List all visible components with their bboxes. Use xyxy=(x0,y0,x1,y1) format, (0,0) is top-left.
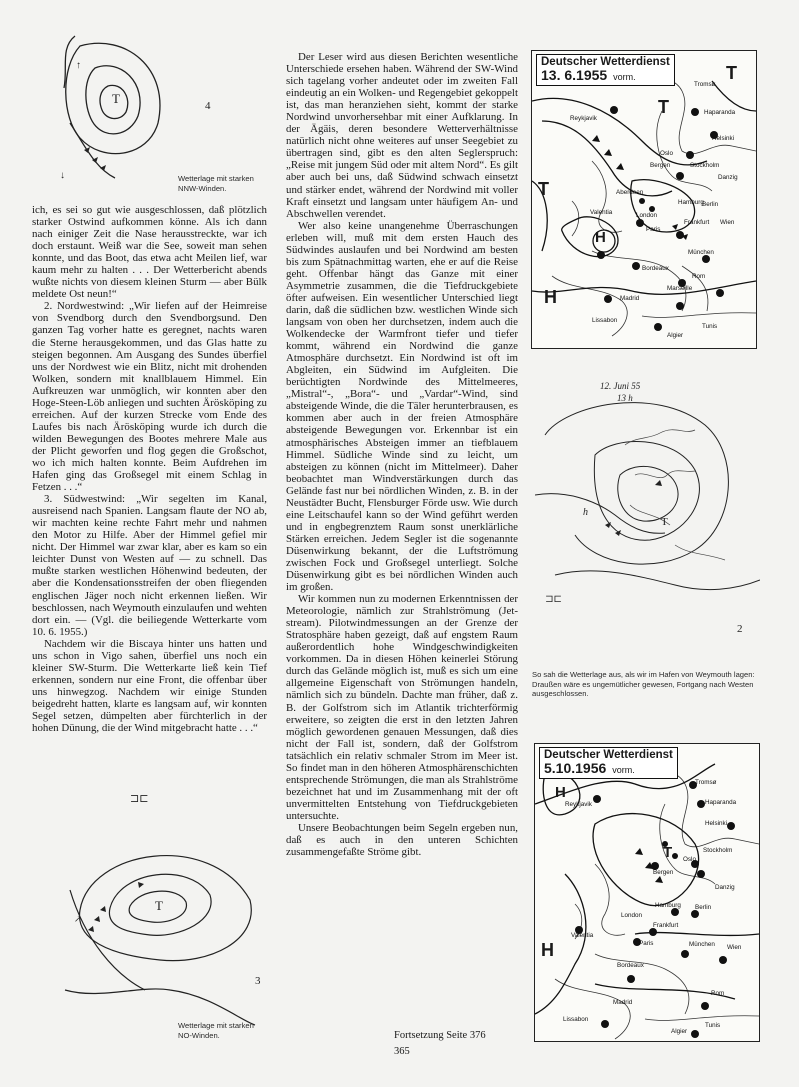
city-label: Algier xyxy=(671,1028,688,1035)
svg-text:↗: ↗ xyxy=(74,914,82,924)
city-label: Reykjavik xyxy=(570,115,597,122)
city-label: Bordeaux xyxy=(617,962,644,969)
map-1955-title xyxy=(536,54,675,86)
city-label: Oslo xyxy=(660,150,673,157)
svg-text:T: T xyxy=(661,516,668,528)
map-1955-time: vorm. xyxy=(613,72,636,82)
map-1955-date: 13. 6.1955 xyxy=(541,67,608,83)
middle-paragraph-3: Wir kommen nun zu modernen Erkenntnissen der Meteorologie, nämlich zur Strahlströmung (Jet-stream). Pilotwindmessungen an der Grenze der Stratosphäre haben gezeigt, daß auf engstem Raum außerordentlich hohe Windgeschwindigkeiten vorkommen. Da in diesen Höhen keinerlei Störung durch das Gelände möglich ist, muß es sich um eine allgemeine Eigenschaft von Strömungen handeln, nämlich sich zu bündeln. Dachte man früher, daß z. B. der Golfstrom sich im Atlantik trichterförmig erweitere, so zeigten die erst in den letzten Jahren möglich gewordenen genauen Messungen, daß dies nicht der Fall ist, sondern, daß der Golfstrom tatsächlich ein relativ schmaler Strom im Meer ist. So findet man in den höheren Atmosphärenschichten entsprechende Strömungen, die man als Strahlströme bezeichnet hat und im Zusammenhang mit der oft unvermittelten Entstehung von Tiefdruckgebieten untersuchte. xyxy=(286,593,518,822)
left-paragraph-1: ich, es sei so gut wie ausgeschlossen, daß plötzlich starker Ostwind aufkommen könne. Als ich dann nach einiger Zeit die Nase herausstreckte, war ich doch erstaunt. Weiß war die See, soweit man sehen konnte, und das Boot, das etwa acht Meilen lief, war kaum mehr zu halten . . . Der Wetterbericht abends wußte nichts von diesem kleinen Sturm — aber Bülk meldete Ost neun!“ xyxy=(32,204,267,301)
city-label: Bordeaux xyxy=(642,265,669,272)
city-label: Rom xyxy=(711,990,725,997)
left-paragraph-3: 3. Südwestwind: „Wir segelten im Kanal, ausreisend nach Spanien. Langsam flaute der NO ab, wir machten keine rechte Fahrt mehr und nahmen den Motor zu Hilfe. Aber der Himmel gefiel mir nicht. Der Himmel war zwar klar, aber es kam so ein leichter Dunst von Westen auf — zu schnell. Das mußte starken westlichen Höhenwind bedeuten, der aber die Kondensationsstreifen der oben fliegenden englischen Jäger noch nicht erkennen ließen. Wir beschlossen, nach Weymouth einzulaufen und wehten dort ein. — (Vgl. die beiliegende Wetterkarte vom 10. 6. 1955.) xyxy=(32,493,267,638)
svg-text:↑: ↑ xyxy=(76,60,81,71)
city-label: Tromsø xyxy=(695,779,717,786)
svg-text:↓: ↓ xyxy=(60,170,65,181)
pressure-label: T xyxy=(658,97,669,117)
city-label: Stockholm xyxy=(690,162,720,169)
pressure-label: T xyxy=(726,63,737,83)
figure-2-sketch xyxy=(535,375,760,625)
map-1956-date: 5.10.1956 xyxy=(544,760,607,776)
city-label: Lissabon xyxy=(592,317,618,324)
figure-4-number: 4 xyxy=(205,100,211,112)
city-label: München xyxy=(689,941,715,948)
city-label: Wien xyxy=(727,944,742,951)
figure-2-caption: So sah die Wetterlage aus, als wir im Hafen von Weymouth lagen: Draußen wäre es ungemütlicher gewesen, Fortgang nach Westen ausgeschlossen. xyxy=(532,670,755,698)
city-label: London xyxy=(636,212,658,219)
pressure-label: T xyxy=(538,179,549,199)
figure-3-number: 3 xyxy=(255,975,261,987)
pressure-label: T xyxy=(663,844,673,861)
pressure-label: H xyxy=(541,940,554,960)
weather-map-1956 xyxy=(534,743,760,1042)
city-label: Paris xyxy=(639,940,654,947)
city-label: Berlin xyxy=(695,904,712,911)
city-label: Valentia xyxy=(590,209,613,216)
city-label: Tunis xyxy=(705,1022,721,1029)
city-label: Bergen xyxy=(650,162,671,169)
map-1956-time: vorm. xyxy=(612,765,635,775)
city-label: Haparanda xyxy=(704,109,736,116)
pressure-label: H xyxy=(544,287,557,307)
figure-2-handwritten-time: 13 h xyxy=(617,393,633,403)
map-1956-service: Deutscher Wetterdienst xyxy=(544,749,673,761)
svg-text:T: T xyxy=(155,898,163,913)
city-label: Algier xyxy=(667,332,684,339)
city-label: Hamburg xyxy=(678,199,704,206)
city-label: London xyxy=(621,912,643,919)
left-column-text xyxy=(32,204,267,734)
city-label: Haparanda xyxy=(705,799,737,806)
figure-2-number: 2 xyxy=(737,623,743,635)
city-label: Rom xyxy=(692,273,706,280)
middle-column-text xyxy=(286,51,518,858)
pressure-label: H xyxy=(595,229,606,246)
city-label: München xyxy=(688,249,714,256)
city-label: Reykjavik xyxy=(565,801,592,808)
city-label: Tunis xyxy=(702,323,718,330)
city-label: Paris xyxy=(646,226,661,233)
city-label: Valentia xyxy=(571,932,594,939)
map-1956-title xyxy=(539,747,678,779)
middle-paragraph-1: Der Leser wird aus diesen Berichten wesentliche Unterschiede ersehen haben. Während der SW-Wind sich tagelang vorher andeutet oder im zweiten Fall eindeutig an ein Wolken- und Regengebiet gekoppelt ist, das man heranziehen sieht, kommt der starke Nordwind unvorhersehbar mit einer Aufklarung. In der Ägäis, deren besondere Wetterverhältnisse natürlich nicht ohne weiteres auf unser Seegebiet zu übertragen sind, gibt es den alten Seglerspruch: „Reise mit jungem Süd oder mit altem Nord“. Es gilt aber auch bei uns, daß Südwind schwach einsetzt und stärker endet, während der Nordwind mit voller Kraft einsetzt und langsam unter häufigem An- und Abschwellen verendet. xyxy=(286,51,518,220)
left-paragraph-2: 2. Nordwestwind: „Wir liefen auf der Heimreise von Svendborg durch den Svendborgsund. Den ganzen Tag vorher hatte es geregnet, nachts waren die Sterne herausgekommen, und das Glas hatte zu steigen begonnen. Am Ausgang des Sundes überfiel uns der Nordwest wie ein Blitz, nicht mit drohenden Wolken, sondern mit knallblauem Himmel. Ein Aufkreuzen war unmöglich, wir konnten aber den Hoge-Steen-Löb anliegen und suchten Ärösköping zu erreichen. Auf der kurzen Strecke vom Ende des Laufes bis nach Ärösköping wurde ich durch die wilden Bewegungen des Bootes mehrere Male aus der Plicht geworfen und flog gegen die Großschot, wo ich mich halten konnte. Beim Aufdrehen im Hafen ging das Großsegel mit einem Schlag in Fetzen . . .“ xyxy=(32,300,267,494)
city-label: Berlin xyxy=(702,201,719,208)
city-label: Madrid xyxy=(620,295,640,302)
svg-text:⊐⊏: ⊐⊏ xyxy=(545,594,562,605)
city-label: Frankfurt xyxy=(684,219,710,226)
city-label: Wien xyxy=(720,219,735,226)
city-label: Aberdeen xyxy=(616,189,644,196)
city-label: Stockholm xyxy=(703,847,733,854)
figure-3-sketch xyxy=(60,790,260,1030)
city-label: Madrid xyxy=(613,999,633,1006)
city-label: Danzig xyxy=(715,884,735,891)
figure-4-sketch xyxy=(40,28,190,188)
page-number: 365 xyxy=(394,1046,410,1057)
city-label: Helsinki xyxy=(712,135,735,142)
left-paragraph-4: Nachdem wir die Biscaya hinter uns hatten und uns schon in Vigo sahen, überfiel uns noch ein kleiner SW-Sturm. Die Wetterkarte ließ kein Tief erkennen, sondern nur eine Front, die offenbar über uns hinwegzog. Nachdem wir einige Stunden beigedreht hatten, klarte es langsam auf, wir konnten Segel setzen, dümpelten aber fürchterlich in der hohen Dünung, die der Wind mitgebracht hatte . . .“ xyxy=(32,637,267,735)
continuation-note: Fortsetzung Seite 376 xyxy=(394,1030,486,1041)
city-label: Oslo xyxy=(683,856,696,863)
figure-2-handwritten-date: 12. Juni 55 xyxy=(600,381,641,391)
city-label: Danzig xyxy=(718,174,738,181)
figure-3-caption: Wetterlage mit starken NO-Winden. xyxy=(178,1021,254,1040)
city-label: Lissabon xyxy=(563,1016,589,1023)
svg-text:⊐⊏: ⊐⊏ xyxy=(130,793,149,805)
city-label: Helsinki xyxy=(705,820,728,827)
city-label: Marseille xyxy=(667,285,693,292)
city-label: Hamburg xyxy=(655,902,681,909)
city-label: Bergen xyxy=(653,869,674,876)
figure-4-caption: Wetterlage mit starken NNW-Winden. xyxy=(178,174,254,193)
city-label: Frankfurt xyxy=(653,922,679,929)
svg-text:h: h xyxy=(583,507,588,518)
map-1955-service: Deutscher Wetterdienst xyxy=(541,56,670,68)
pressure-label: H xyxy=(555,784,566,801)
middle-paragraph-2: Wer also keine unangenehme Überraschungen erleben will, muß mit dem ersten Hauch des Südwindes auslaufen und bei Nordwind am besten bis zum Spätnachmittag warten, ehe er auf die Reise geht. Offenbar hängt das Ganze mit einer Asymmetrie zusammen, die die Tiefdruckgebiete öfter aufweisen. Ein wesentlicher Unterschied liegt darin, daß die südlichen bzw. westlichen Winde sich langsam von oben her durchsetzen, indem auch die Wolkendecke der Warmfront tiefer und tiefer kommt, während ein Nordwind die ganze Atmosphäre durchsetzt. Ein Nordwind ist oft im Abgleiten, ein Südwind im Aufgleiten. Die berüchtigten Nordwinde des Mittelmeeres, „Mistral“-, „Bora“- und „Vardar“-Wind, sind absteigende Winde, die die Täler herunterbrausen, es kommen aber auch in der freien Atmosphäre absteigende Bewegungen vor. Erkennbar ist ein atmosphärisches Absteigen immer an tiefblauem Himmel. Südliche Winde sind zu leicht, um absteigen zu können (nicht im Mittelmeer). Daher beobachtet man Windverstärkungen durch das Gelände fast nur bei nördlichen Winden, z. B. in der Neustädter Bucht, Flensburger Förde usw. Wie durch eine Leitschaufel kann so der Wind geführt werden und in engbegrenztem Raum sonst unerklärliche Stärken erreichen. Jedem Segler ist die sogenannte Düsenwirkung bekannt, der die Luftströmung zwischen Fock und Großsegel unterliegt. Solche Düsenwirkung gibt es bei nördlichen Winden auch im großen. xyxy=(286,219,518,594)
middle-paragraph-4: Unsere Beobachtungen beim Segeln ergeben nun, daß es auch in den unteren Schichten zusammengefaßte Ströme gibt. xyxy=(286,822,518,859)
city-label: Tromsø xyxy=(694,81,716,88)
svg-text:T: T xyxy=(112,91,120,106)
weather-map-1955 xyxy=(531,50,757,349)
